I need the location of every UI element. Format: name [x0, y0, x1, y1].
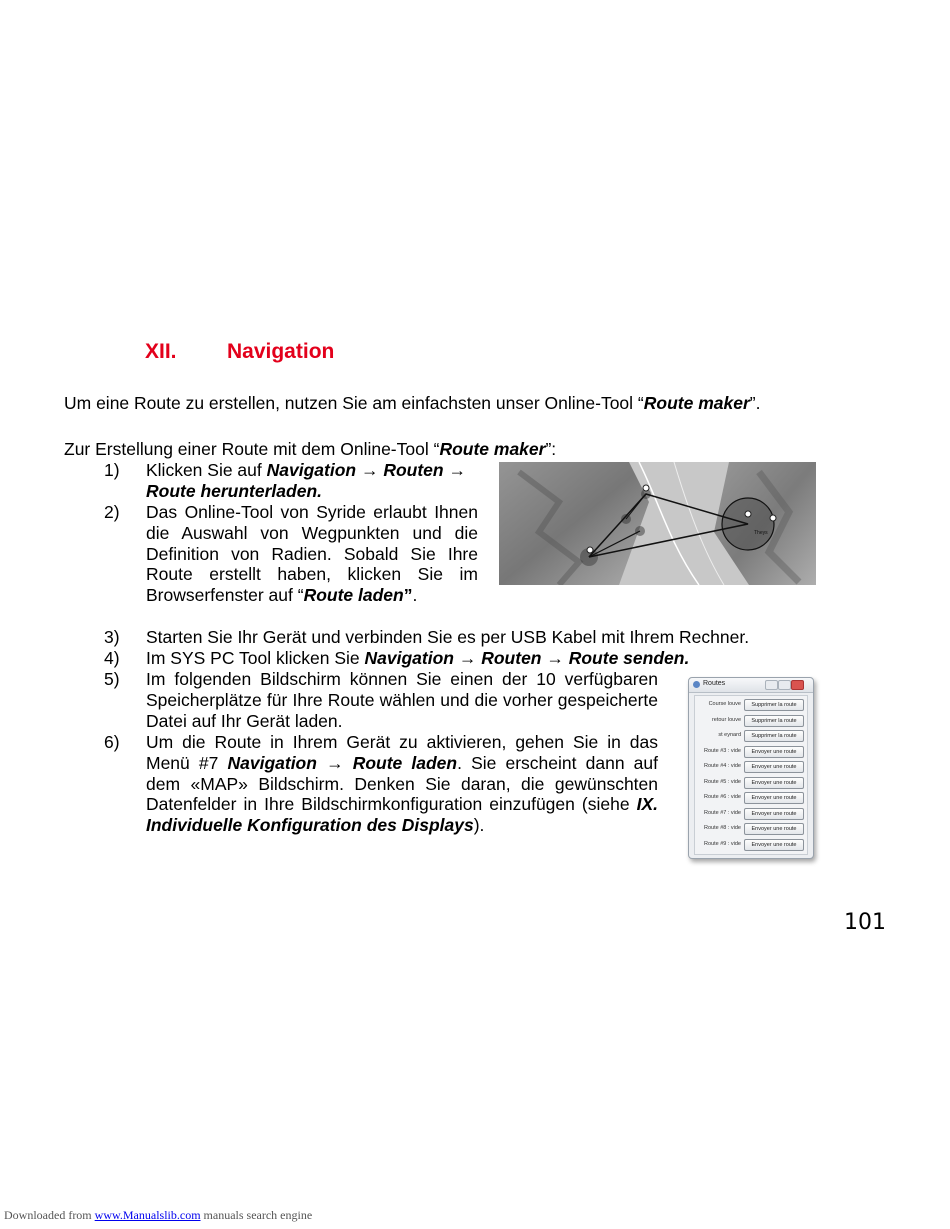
step-bold: Route laden: [303, 585, 404, 606]
send-route-button[interactable]: Envoyer une route: [744, 808, 804, 820]
step-text-end: ).: [473, 815, 485, 836]
route-label: Route #8 : vide: [704, 825, 741, 831]
step-bold: Route laden: [352, 752, 458, 773]
list-item: [104, 460, 484, 502]
list-item: [104, 502, 484, 607]
step-text: Das Online-Tool von Syride erlaubt Ihnen die Auswahl von Wegpunkten und die Definition von Radien. Sobald Sie Ihre Route erstellt haben, klicken Sie im Browserfenster auf “: [146, 502, 478, 606]
step-text-end: .: [412, 585, 418, 606]
arrow-icon: →: [453, 648, 482, 668]
steps-intro-text-end: ”:: [545, 439, 557, 459]
intro-tool-name: Route maker: [643, 393, 750, 413]
step-bold: Navigation: [227, 752, 317, 773]
send-route-button[interactable]: Envoyer une route: [744, 761, 804, 773]
route-label: Route #6 : vide: [704, 794, 741, 800]
intro-paragraph: [64, 393, 760, 414]
send-route-button[interactable]: Envoyer une route: [744, 777, 804, 789]
step-number: 2): [104, 502, 120, 522]
step-text: Im folgenden Bildschirm können Sie einen der 10 verfügbaren Speicherplätze für Ihre Route wählen und die vorher gespeicherte Datei auf Ihr Gerät laden.: [146, 669, 658, 731]
send-route-button[interactable]: Envoyer une route: [744, 746, 804, 758]
step-text: Starten Sie Ihr Gerät und verbinden Sie es per USB Kabel mit Ihrem Rechner.: [146, 627, 750, 647]
step-bold: Route herunterladen.: [146, 480, 322, 501]
step-number: 3): [104, 627, 120, 647]
route-label: Course louve: [708, 701, 741, 707]
routes-list: [694, 695, 808, 855]
step-number: 1): [104, 460, 120, 480]
route-label: retour louve: [711, 716, 741, 723]
route-label: st eynard: [718, 732, 741, 738]
list-item: [104, 648, 884, 669]
send-route-button[interactable]: Envoyer une route: [744, 839, 804, 851]
arrow-icon: →: [316, 752, 353, 773]
route-row: [695, 823, 807, 835]
delete-route-button[interactable]: Supprimer la route: [744, 730, 804, 742]
route-label: Route #3 : vide: [704, 747, 741, 754]
close-icon[interactable]: [791, 680, 804, 690]
step-quote: ”: [403, 585, 413, 606]
arrow-icon: →: [541, 648, 569, 668]
footer-text: Downloaded from: [4, 1208, 95, 1222]
routes-dialog: [688, 677, 814, 859]
step-bold: Navigation: [266, 460, 357, 480]
page-number: 101: [844, 910, 886, 935]
route-row: [695, 839, 807, 851]
list-item: [104, 732, 664, 837]
dialog-title: Routes: [703, 680, 726, 687]
map-graphic: [499, 462, 816, 585]
step-bold: Routen: [383, 460, 444, 480]
route-row: [695, 761, 807, 773]
route-label: Route #7 : vide: [704, 809, 741, 816]
arrow-icon: →: [443, 460, 466, 480]
delete-route-button[interactable]: Supprimer la route: [744, 699, 804, 711]
route-row: [695, 792, 807, 804]
footer-text-end: manuals search engine: [200, 1208, 313, 1222]
steps-intro-text: Zur Erstellung einer Route mit dem Online-Tool “: [64, 439, 440, 459]
steps-intro-tool-name: Route maker: [439, 439, 546, 459]
arrow-icon: →: [356, 460, 384, 480]
minimize-icon[interactable]: [765, 680, 778, 690]
step-number: 4): [104, 648, 120, 668]
route-row: [695, 699, 807, 711]
route-row: [695, 777, 807, 789]
section-number: XII.: [145, 340, 177, 363]
steps-intro: [64, 439, 556, 460]
manualslib-link[interactable]: www.Manualslib.com: [94, 1208, 201, 1222]
delete-route-button[interactable]: Supprimer la route: [744, 715, 804, 727]
step-number: 6): [104, 732, 120, 752]
step-bold: Route senden.: [568, 648, 690, 668]
map-place-label: Theys: [754, 530, 768, 536]
intro-text-end: ”.: [749, 393, 761, 413]
app-icon: [693, 681, 700, 688]
step-bold: IX. Individuelle Konfiguration des Displays: [146, 794, 658, 836]
route-row: [695, 746, 807, 758]
route-row: [695, 808, 807, 820]
step-text: Klicken Sie auf: [146, 460, 267, 480]
step-number: 5): [104, 669, 120, 689]
dialog-titlebar: [689, 678, 813, 693]
step-text: . Sie erscheint dann auf dem «MAP» Bildschirm. Denken Sie daran, die gewünschten Datenfelder in Ihre Bildschirmkonfiguration einzufügen (siehe: [146, 752, 658, 815]
route-label: Route #5 : vide: [704, 778, 741, 785]
step-text: Im SYS PC Tool klicken Sie: [146, 648, 365, 668]
step-text: Um die Route in Ihrem Gerät zu aktivieren, gehen Sie in das Menü #7: [146, 732, 658, 773]
route-row: [695, 715, 807, 727]
route-label: Route #9 : vide: [704, 840, 741, 847]
send-route-button[interactable]: Envoyer une route: [744, 823, 804, 835]
route-label: Route #4 : vide: [704, 763, 741, 769]
footer: [4, 1208, 312, 1223]
section-title: Navigation: [227, 340, 335, 363]
section-heading: [145, 340, 334, 364]
step-bold: Navigation: [364, 648, 454, 668]
list-item: [104, 669, 664, 732]
step-bold: Routen: [481, 648, 542, 668]
list-item: [104, 627, 884, 648]
route-row: [695, 730, 807, 742]
send-route-button[interactable]: Envoyer une route: [744, 792, 804, 804]
intro-text: Um eine Route zu erstellen, nutzen Sie am einfachsten unser Online-Tool “: [64, 393, 644, 413]
route-map-image: [499, 462, 816, 585]
maximize-icon[interactable]: [778, 680, 791, 690]
